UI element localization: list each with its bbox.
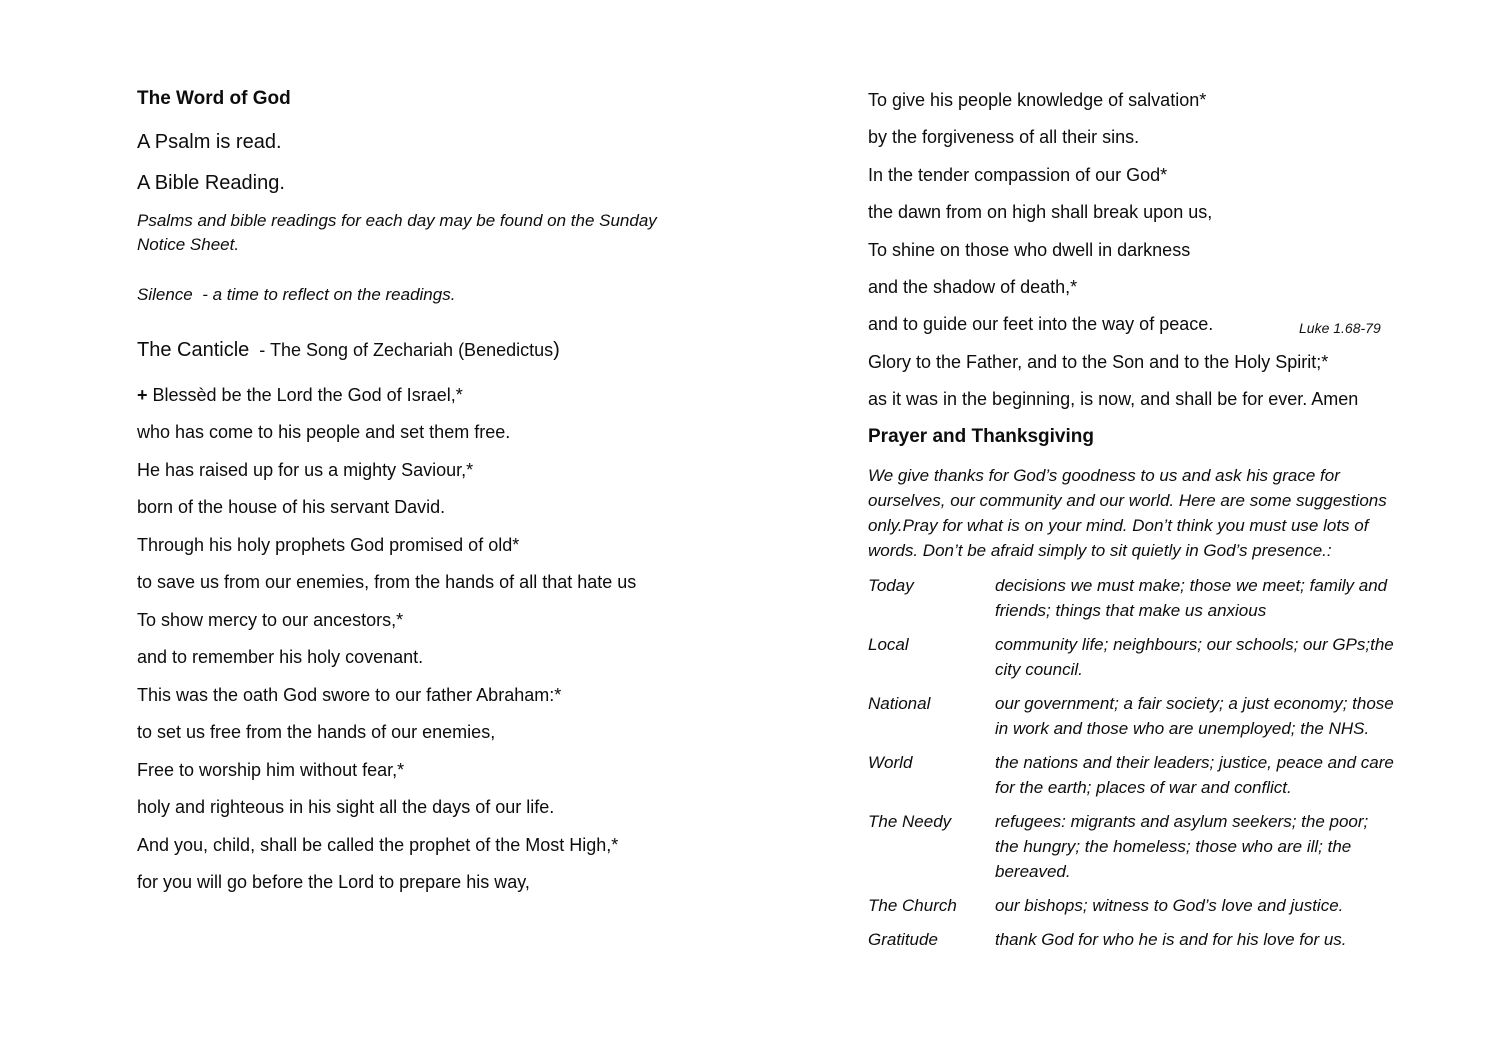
- verse-line: who has come to his people and set them free.: [137, 422, 511, 442]
- topic-text: [995, 573, 1428, 623]
- topic-label: Gratitude: [868, 930, 938, 949]
- note-silence: Silence - a time to reflect on the readings.: [137, 285, 456, 304]
- verse-line: To give his people knowledge of salvation*: [868, 90, 1207, 110]
- canticle-stanza-5: [137, 684, 737, 743]
- canticle-stanza-6: [137, 759, 737, 818]
- canticle-stanza-1: [137, 384, 737, 443]
- note-line: Notice Sheet.: [137, 235, 240, 254]
- topic-text-line: bereaved.: [995, 862, 1071, 881]
- verse-line: To show mercy to our ancestors,*: [137, 610, 404, 630]
- verse-line: to set us free from the hands of our enemies,: [137, 722, 496, 742]
- canticle-subtitle-text: - The Song of Zechariah (Benedictus: [249, 340, 554, 360]
- topic-label: National: [868, 694, 931, 713]
- verse-line-with-citation: [868, 313, 1428, 335]
- topic-text: [995, 691, 1428, 741]
- topic-text: [995, 750, 1428, 800]
- verse-line: the dawn from on high shall break upon us,: [868, 202, 1213, 222]
- verse-line: to save us from our enemies, from the hands of all that hate us: [137, 572, 637, 592]
- verse-line: To shine on those who dwell in darkness: [868, 240, 1191, 260]
- verse-line: and the shadow of death,*: [868, 277, 1078, 297]
- topic-text-line: friends; things that make us anxious: [995, 601, 1267, 620]
- canticle-stanza-9: [868, 164, 1428, 223]
- topic-text-line: our government; a fair society; a just economy; those: [995, 694, 1394, 713]
- right-page-column: [868, 89, 1428, 961]
- canticle-stanza-4: [137, 609, 737, 668]
- note-line: Psalms and bible readings for each day may be found on the Sunday: [137, 211, 657, 230]
- left-page-column: [137, 88, 737, 909]
- topic-text: [995, 927, 1428, 952]
- canticle-stanza-10: [868, 239, 1428, 335]
- intro-line: words. Don’t be afraid simply to sit quietly in God’s presence.:: [868, 541, 1332, 560]
- canticle-stanza-2: [137, 459, 737, 518]
- intro-line: We give thanks for God’s goodness to us and ask his grace for: [868, 466, 1340, 485]
- topic-text-line: the nations and their leaders; justice, peace and care: [995, 753, 1394, 772]
- prayer-topic-national: [868, 691, 1428, 741]
- rubric-bible-reading: A Bible Reading.: [137, 172, 285, 194]
- canticle-stanza-3: [137, 534, 737, 593]
- verse-line: In the tender compassion of our God*: [868, 165, 1168, 185]
- topic-label: Local: [868, 635, 909, 654]
- gloria-stanza: [868, 351, 1428, 410]
- verse-line: holy and righteous in his sight all the days of our life.: [137, 797, 555, 817]
- verse-line: as it was in the beginning, is now, and shall be for ever. Amen: [868, 389, 1359, 409]
- topic-label: The Church: [868, 896, 957, 915]
- prayer-topic-gratitude: [868, 927, 1428, 952]
- prayer-topic-world: [868, 750, 1428, 800]
- verse-line: born of the house of his servant David.: [137, 497, 446, 517]
- topic-text-line: the hungry; the homeless; those who are ill; the: [995, 837, 1352, 856]
- topic-text-line: decisions we must make; those we meet; family and: [995, 576, 1388, 595]
- prayer-intro-paragraph: [868, 463, 1428, 563]
- verse-line: by the forgiveness of all their sins.: [868, 127, 1140, 147]
- topic-text-line: refugees: migrants and asylum seekers; the poor;: [995, 812, 1369, 831]
- prayer-topic-local: [868, 632, 1428, 682]
- canticle-stanza-8: [868, 89, 1428, 148]
- prayer-topic-the-church: [868, 893, 1428, 918]
- verse-line: for you will go before the Lord to prepare his way,: [137, 872, 530, 892]
- topic-text-line: thank God for who he is and for his love for us.: [995, 930, 1347, 949]
- verse-line: Free to worship him without fear,*: [137, 760, 405, 780]
- topic-label: World: [868, 753, 913, 772]
- canticle-close-paren: ): [553, 339, 560, 361]
- verse-line: Glory to the Father, and to the Son and to the Holy Spirit;*: [868, 352, 1329, 372]
- verse-line: And you, child, shall be called the prophet of the Most High,*: [137, 835, 619, 855]
- canticle-heading: [137, 338, 737, 364]
- verse-line: He has raised up for us a mighty Saviour,*: [137, 460, 474, 480]
- topic-text-line: our bishops; witness to God’s love and justice.: [995, 896, 1344, 915]
- canticle-title-text: The Canticle: [137, 339, 250, 361]
- verse-text: and to guide our feet into the way of peace.: [868, 314, 1214, 334]
- verse-line: Through his holy prophets God promised of old*: [137, 535, 520, 555]
- topic-text: [995, 809, 1428, 884]
- rubric-psalm: A Psalm is read.: [137, 131, 282, 153]
- section-heading-prayer-thanksgiving: Prayer and Thanksgiving: [868, 426, 1094, 447]
- topic-label: Today: [868, 576, 914, 595]
- prayer-topic-today: [868, 573, 1428, 623]
- verse-text: Blessèd be the Lord the God of Israel,*: [152, 385, 463, 405]
- topic-text-line: city council.: [995, 660, 1083, 679]
- prayer-topic-the-needy: [868, 809, 1428, 884]
- cross-symbol: +: [137, 385, 153, 405]
- topic-text-line: community life; neighbours; our schools; our GPs;the: [995, 635, 1394, 654]
- verse-line: This was the oath God swore to our father Abraham:*: [137, 685, 562, 705]
- intro-line: only.Pray for what is on your mind. Don’t think you must use lots of: [868, 516, 1369, 535]
- scripture-citation: Luke 1.68-79: [1299, 320, 1381, 336]
- topic-text-line: for the earth; places of war and conflict.: [995, 778, 1292, 797]
- topic-text: [995, 893, 1428, 918]
- topic-label: The Needy: [868, 812, 952, 831]
- topic-text: [995, 632, 1428, 682]
- section-heading-word-of-god: The Word of God: [137, 88, 291, 109]
- note-readings-location: [137, 209, 737, 257]
- intro-line: ourselves, our community and our world. Here are some suggestions: [868, 491, 1387, 510]
- verse-line: [137, 384, 737, 406]
- canticle-stanza-7: [137, 834, 737, 893]
- topic-text-line: in work and those who are unemployed; the NHS.: [995, 719, 1370, 738]
- verse-line: and to remember his holy covenant.: [137, 647, 424, 667]
